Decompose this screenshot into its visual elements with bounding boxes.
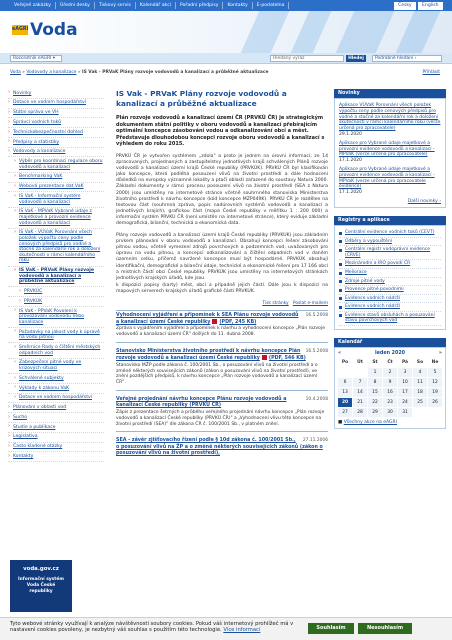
registry-item xyxy=(339,295,441,304)
sidebar-item-link[interactable]: Požadavky na jakost vody k úpravě na vodu pitnou xyxy=(19,329,100,341)
body-paragraph: Plány rozvoje vodovodů a kanalizací území krajů České republiky (PRVKÚK) jsou základním prvkem plánování v oboru vodovodů a kanalizací. Obsahují koncepci řešení zásobování pitnou vodou, včetně vymezení zdrojů povrchových a podzemních vod, uvažovaných pro úpravu na vodu pitnou, a koncepci odkanalizování a čištění odpadních vod v daném územním celku, přičemž navržené koncepce musí být hospodárné. PRVKÚK obsahují identifikační, demografické a bilanční údaje, technické a ekonomické řešení pro 17 166 obcí a místních částí obcí České republiky. PRVKÚK jsou umístěny na internetových stránkách jednotlivých krajských úřadů, kde jsou xyxy=(116,233,328,281)
sidebar-item xyxy=(8,109,104,119)
registry-link[interactable]: Evidence vodních nádrží xyxy=(345,304,400,310)
sidebar-item-link[interactable]: Dotace ve vodním hospodářství xyxy=(13,100,86,106)
sidebar-item xyxy=(8,374,104,384)
calendar-day[interactable]: 24 xyxy=(398,398,412,407)
calendar-next-button[interactable]: » xyxy=(438,351,442,357)
registry-link[interactable]: Mezinárodní a IRO povodí ČR xyxy=(345,261,411,267)
sidebar-item xyxy=(8,343,104,358)
right-column xyxy=(334,89,446,429)
sidebar-item-link[interactable]: IS VaK - PRVaK Plány rozvoje vodovodů a kanalizací a průběžné aktualizace xyxy=(19,268,94,285)
calendar-day[interactable]: 5 xyxy=(428,368,442,377)
sidebar-item-link[interactable]: Státní správa ve VH xyxy=(13,110,59,116)
sidebar-item-link[interactable]: Technickobezpečnostní dohled xyxy=(13,129,83,135)
sidebar-item-link[interactable]: Zabezpečení pitné vody ve krizových situací xyxy=(19,360,82,371)
rozcestnik-label: Rozcestník eAGRI xyxy=(13,56,52,61)
calendar-day[interactable]: 11 xyxy=(413,378,427,387)
search-bar xyxy=(0,53,452,64)
news-date: 10.4.2008 xyxy=(305,397,328,403)
sidebar-item xyxy=(8,192,104,207)
news-header xyxy=(116,438,328,457)
registry-link[interactable]: Centrální evidence vodních toků (CEVT) xyxy=(345,229,435,235)
novinka-item xyxy=(339,141,441,164)
calendar-month: leden 2020 xyxy=(374,351,406,357)
main-content xyxy=(116,89,328,463)
registry-item xyxy=(339,260,441,269)
calendar-weekday: Pá xyxy=(398,358,412,367)
cookie-accept-button[interactable]: Souhlasím xyxy=(308,623,354,634)
calendar-day[interactable]: 20 xyxy=(338,398,352,407)
sidebar-item xyxy=(8,423,104,433)
calendar xyxy=(334,347,446,429)
site-title[interactable]: Voda xyxy=(30,20,78,40)
sidebar-item xyxy=(8,157,104,172)
calendar-day[interactable]: 29 xyxy=(368,408,382,417)
print-page-link[interactable]: Tisk stránky xyxy=(262,301,289,307)
sidebar-item xyxy=(8,173,104,183)
cookie-more-info-link[interactable]: Více informací xyxy=(223,627,261,634)
sidebar-item-link[interactable]: Novinky xyxy=(13,90,32,96)
calendar-header: Kalendář xyxy=(334,338,446,347)
breadcrumb-voda[interactable]: Voda xyxy=(10,70,21,75)
sidebar-item xyxy=(8,443,104,453)
sidebar-item xyxy=(8,328,104,343)
sidebar-item-link[interactable]: Webová prezentace dat VaK xyxy=(19,184,84,190)
registry-link[interactable]: Evidence vodních nádrží xyxy=(345,295,400,301)
calendar-day[interactable]: 14 xyxy=(353,388,367,397)
calendar-day[interactable]: 30 xyxy=(383,408,397,417)
more-news-link[interactable]: Další novinky › xyxy=(407,198,441,204)
sidebar-item-link[interactable]: PRVKÚC xyxy=(24,289,43,295)
news-item xyxy=(116,349,328,391)
sidebar-item xyxy=(8,208,104,229)
sidebar-item xyxy=(8,403,104,413)
sidebar-item xyxy=(8,138,104,148)
sidebar-item xyxy=(8,89,104,99)
calendar-day[interactable]: 28 xyxy=(353,408,367,417)
send-email-link[interactable]: Poslat e-mailem xyxy=(292,301,328,307)
calendar-day[interactable]: 7 xyxy=(353,378,367,387)
calendar-day[interactable]: 23 xyxy=(383,398,397,407)
registry-item xyxy=(339,286,441,295)
advanced-search-label: Podrobné hledání xyxy=(375,56,414,61)
banner-line: voda.gov.cz xyxy=(23,566,59,572)
eagri-logo[interactable]: eAGRI xyxy=(12,25,28,35)
news-date: 16.5.2008 xyxy=(305,349,328,355)
registry-link[interactable]: Meliorace xyxy=(345,269,367,275)
cookie-decline-button[interactable]: Nesouhlasím xyxy=(358,623,412,634)
sidebar-item xyxy=(8,307,104,328)
sidebar-item xyxy=(8,118,104,128)
calendar-weekday: Čt xyxy=(383,358,397,367)
calendar-day[interactable]: 10 xyxy=(398,378,412,387)
divider xyxy=(116,431,328,432)
calendar-day[interactable]: 21 xyxy=(353,398,367,407)
registry-box xyxy=(334,225,446,330)
pdf-icon xyxy=(262,355,267,360)
news-header xyxy=(116,397,328,409)
lang-english-button[interactable]: English xyxy=(418,2,443,10)
sidebar-item-link[interactable]: IS VaK - Informační systém vodovodů a kanalizací xyxy=(19,194,81,205)
topnav-item[interactable]: Kalendář akcí xyxy=(136,2,176,9)
topnav-item[interactable]: Pořadní předpisy xyxy=(176,2,223,9)
breadcrumb-sep: » xyxy=(77,70,81,75)
sidebar-item-link[interactable]: Sucho xyxy=(13,414,28,420)
topnav-item[interactable]: E-podatelna xyxy=(253,2,290,9)
calendar-prev-button[interactable]: « xyxy=(338,351,342,357)
topnav-item[interactable]: Tiskový servis xyxy=(95,2,136,9)
breadcrumb-vak[interactable]: Vodovody a kanalizace xyxy=(26,70,77,75)
sidebar-item-link[interactable]: Výklady k zákonu VaK xyxy=(19,385,70,391)
breadcrumb xyxy=(10,70,390,75)
voda-gov-banner[interactable] xyxy=(10,560,72,612)
registry-item xyxy=(339,303,441,312)
breadcrumb-current: IS Vak - PRVaK Plány rozvoje vodovodů a kanalizací a průběžné aktualizace xyxy=(81,70,269,75)
calendar-day[interactable]: 15 xyxy=(368,388,382,397)
novinka-link[interactable]: Aplikace VÚVaK Porovnání všech položek výpočtu ceny podle cenových předpisů pro vodné a stočné za kalendářní rok a doložení skutečností v rámci kalendářního roku (verze určená pro zpracovatele) xyxy=(339,103,441,132)
sidebar-item-link[interactable]: Studie a publikace xyxy=(13,424,56,430)
sidebar-item-link[interactable]: IS VaK - VÚVaK Porovnání všech položek výpočtu ceny podle cenových předpisů pro vodné a stočné za kalendářní rok a doložení skutečnosti v rámci kalendářního roku xyxy=(19,230,101,264)
calendar-day[interactable]: 25 xyxy=(413,398,427,407)
sidebar-item xyxy=(8,359,104,374)
calendar-day[interactable]: 18 xyxy=(413,388,427,397)
news-date: 27.11.2006 xyxy=(302,438,328,444)
news-header xyxy=(116,313,328,326)
calendar-day[interactable]: 8 xyxy=(368,378,382,387)
novinka-item xyxy=(339,167,441,196)
cookie-bar xyxy=(0,617,452,640)
registry-link[interactable]: Provence pitné povodními xyxy=(345,287,404,293)
novinka-link[interactable]: Aplikace pro Vybrané údaje majetkové a provozní evidence vodovodů a kanalizací - MPVaK (verze určená pro zpracovatele evidence) xyxy=(339,166,435,190)
sidebar-item-link[interactable]: PRVKÚK xyxy=(24,298,43,304)
sidebar-item xyxy=(8,99,104,109)
sidebar-item-link[interactable]: Benchmarking VaK xyxy=(19,174,63,180)
news-header xyxy=(116,349,328,362)
sidebar-item xyxy=(8,148,104,158)
sidebar-item-link[interactable]: Kontakty xyxy=(13,453,34,459)
sidebar-item-link[interactable]: Výběr pro koordinaci regulace oboru vodovodů a kanalizací xyxy=(19,159,103,170)
news-file-size[interactable]: (PDF, 546 KB) xyxy=(268,356,306,362)
news-text: Stanovisko MŽP podle zákona č. 100/2001 Sb., o posuzování vlivů na životní prostředí a o změně některých souvisejících zákonů (zákon o posuzování vlivů na životní prostředí), ve znění pozdějších předpisů, k návrhu koncepce „Plán rozvoje vodovodů a kanalizací území ČR". xyxy=(116,362,318,386)
registry-item xyxy=(339,229,441,238)
registry-item xyxy=(339,238,441,247)
calendar-weekday: Út xyxy=(353,358,367,367)
search-button[interactable]: Hledej xyxy=(346,55,366,62)
news-list xyxy=(116,313,328,457)
sidebar-item xyxy=(8,297,104,307)
novinka-link[interactable]: Aplikace pro Vybrané údaje majetkové a provozní evidence vodovodů a kanalizací - MPVaK (verze určená pro zpracovatele) xyxy=(339,140,435,158)
topnav-item[interactable]: Veřejné zakázky xyxy=(10,2,56,9)
sidebar-item xyxy=(8,287,104,297)
calendar-day[interactable]: 27 xyxy=(338,408,352,417)
topnav-item[interactable]: Kontakty xyxy=(223,2,252,9)
login-link[interactable]: Přihlásit xyxy=(422,70,440,75)
sidebar-item xyxy=(8,433,104,443)
lead-paragraph: Plán rozvoje vodovodů a kanalizací území ČR (PRVKÚ ČR) je strategickým dokumentem státní politiky v oboru vodovodů a kanalizací přebírajícím optimální koncepce zásobování vodou a odkanalizování obcí a měst. Představuje dlouhodobou koncepci rozvoje oboru vodovodů a kanalizací s výhledem do roku 2015. xyxy=(116,115,325,148)
calendar-day[interactable]: 3 xyxy=(398,368,412,377)
banner-line: Informační systém xyxy=(18,577,64,582)
sidebar-item xyxy=(8,229,104,267)
top-navigation xyxy=(0,0,452,11)
registry-header: Registry a aplikace xyxy=(334,216,446,225)
registry-link[interactable]: Odběry a vypouštění xyxy=(345,238,392,244)
novinky-header: Novinky xyxy=(334,89,446,98)
registry-link[interactable]: Zdroje pitné vody xyxy=(345,278,385,284)
sidebar-item xyxy=(8,413,104,423)
calendar-day[interactable]: 16 xyxy=(383,388,397,397)
registry-item xyxy=(339,269,441,278)
calendar-day[interactable]: 1 xyxy=(368,368,382,377)
sidebar-item-link[interactable]: Vodovody a kanalizace xyxy=(13,149,66,155)
calendar-day[interactable]: 31 xyxy=(398,408,412,417)
all-events-link[interactable]: Všechny akce na eAGRI xyxy=(343,420,397,426)
calendar-day[interactable]: 4 xyxy=(413,368,427,377)
divider xyxy=(116,310,328,311)
calendar-day[interactable]: 19 xyxy=(428,388,442,397)
calendar-grid xyxy=(338,358,442,417)
news-item xyxy=(116,397,328,432)
cookie-message: Tyto webové stránky využívají k analýze návštěvnosti soubory cookies. Pokud váš internetový prohlížeč má v nastavení cookies povoleny, je nezbytný váš souhlas s použitím této technologie. xyxy=(10,621,294,634)
banner-line: Voda České xyxy=(26,583,56,588)
sidebar-item xyxy=(8,267,104,288)
calendar-empty-cell xyxy=(338,368,352,377)
sidebar-item xyxy=(8,394,104,404)
sidebar-item-link[interactable]: Schválené subjekty xyxy=(19,375,64,381)
calendar-day[interactable]: 9 xyxy=(383,378,397,387)
calendar-weekday: St xyxy=(368,358,382,367)
sidebar-item-link[interactable]: Často kladené otázky xyxy=(13,444,63,450)
calendar-weekday: Ne xyxy=(428,358,442,367)
sidebar-item-link[interactable]: Směrnice Rady o čištění městských odpadních vod xyxy=(19,344,101,356)
rozcestnik-dropdown[interactable] xyxy=(10,55,62,62)
advanced-search-link[interactable] xyxy=(372,55,442,62)
chevron-right-icon: › xyxy=(414,56,417,61)
sidebar-item-link[interactable]: Legislativa xyxy=(13,434,38,440)
news-text: Zpráva s vyjádřením vyjádření a připomínek k návrhu a vyhodnocení koncepce „Plán rozvoje vodovodů a kanalizací území ČR" došlých do 11. dubna 2008. xyxy=(116,326,325,338)
registry-item xyxy=(339,246,441,260)
novinka-date: 17.1.2020 xyxy=(339,190,362,196)
divider xyxy=(116,342,328,343)
chevron-down-icon: ▾ xyxy=(52,56,55,61)
sidebar-item xyxy=(8,183,104,193)
bullet-icon: ■ xyxy=(338,420,343,426)
registry-item xyxy=(339,278,441,287)
registry-item xyxy=(339,312,441,326)
news-item xyxy=(116,438,328,457)
novinka-item xyxy=(339,103,441,138)
calendar-day[interactable]: 6 xyxy=(338,378,352,387)
sidebar-item-link[interactable]: IS VaK - MPVaK Vybrané údaje z majetkové a provozní evidence vodovodů a kanalizací xyxy=(19,209,92,226)
sidebar-item xyxy=(8,384,104,394)
calendar-day[interactable]: 22 xyxy=(368,398,382,407)
sidebar-item-link[interactable]: IS VaK - PPVaK Povolení k provozování vodovodu nebo kanalizace xyxy=(19,308,84,325)
news-item xyxy=(116,313,328,343)
calendar-day[interactable]: 17 xyxy=(398,388,412,397)
cookie-text xyxy=(10,621,302,634)
novinka-date: 17.1.2020 xyxy=(339,158,362,164)
left-navigation xyxy=(8,89,104,462)
calendar-empty-cell xyxy=(353,368,367,377)
news-title-link[interactable]: Vyhodnocení vyjádření a připomínek k SEA Plánu rozvoje vodovodů a kanalizací území České republiky xyxy=(116,313,299,326)
breadcrumb-sep: » xyxy=(22,70,25,75)
page-tools xyxy=(116,301,328,306)
calendar-weekday: Po xyxy=(338,358,352,367)
calendar-weekday: So xyxy=(413,358,427,367)
pdf-icon xyxy=(212,319,217,324)
news-title-link[interactable]: SEA - závěr zjišťovacího řízení podle § 10d zákona č. 100/2001 Sb., o posuzování vlivů na ŽP a o změně některých souvisejících zákonů (zákon o posuzování vlivů na životní prostředí), xyxy=(116,438,323,456)
news-title-link[interactable]: Stanovisko Ministerstva životního prostředí k návrhu koncepce Plán rozvoje vodovodů a kanalizací území České republiky xyxy=(116,349,301,362)
calendar-day[interactable]: 2 xyxy=(383,368,397,377)
topnav-item[interactable]: Úřední desky xyxy=(56,2,95,9)
news-text: Zápis z prezentace šetrných a průběhu veřejného projednání návrhu koncepce „Plán rozvoje vodovodů a kanalizací České republiky (PRVKÚ ČR)" a „Vyhodnocení vlivu této koncepce na životní prostředí (SEA)" dle zákona ČR č. 100/2001 Sb., v platném znění. xyxy=(116,409,325,427)
body-paragraph: k dispozici popisy (karty) měst, obcí a připadně jejich částí. Dále jsou k dispozici na mapových serverech krajských úřadů grafické části PRVKÚK. xyxy=(116,282,328,294)
news-date: 16.5.2008 xyxy=(305,313,328,319)
registry-link[interactable]: Centrální registr vodoprávní evidence (CRVE) xyxy=(345,247,431,258)
news-file-size[interactable]: (PDF, 245 KB) xyxy=(219,320,257,326)
calendar-day[interactable]: 26 xyxy=(428,398,442,407)
calendar-day[interactable]: 13 xyxy=(338,388,352,397)
novinka-date: 29.1.2020 xyxy=(339,131,362,137)
page-title: IS Vak - PRVaK Plány rozvoje vodovodů a kanalizací a průběžné aktualizace xyxy=(116,89,287,108)
site-header xyxy=(0,11,452,53)
body-paragraph: PRVKÚ ČR je vytvořen systémem „zdola" a proto je jedním na úrovni informací, ze 14 zpracovaných, projednaných a zastupitelstvy jednotlivých krajů schválených Plánů rozvoje vodovodů a kanalizací území krajů České republiky (PRVKÚK). PRVKÚ ČR byl klasifikován jako koncepce, která podléhá posouzení vlivů na životní prostředí a dále hodnocení důsledků na evropsky významné lokality a ptačí oblasti zařazené do soustavy Natura 2000. Základní dokumenty v rámci procesu posouzení vlivů na životní prostředí (SEA z Natura 2000) jsou umístěny na internetové stránce včetně souhrnného stanoviska Ministerstva životního prostředí k návrhu koncepce (kód koncepce MZP049K). PRVKÚ ČR je rozdělen na textovou část (souhrnná zpráva, popis nadúrovních systémů vodovodů a kanalizací a jednotlivých krajích), grafickou část (mapa České republiky v měřítku 1 : 200 000) a informační systém PRVKÚ ČR (není umístěn na internetové stránce), který eviduje základní demografická, bilanční, technická a ekonomická data. xyxy=(116,153,328,226)
novinky-box xyxy=(334,98,446,208)
sidebar-item-link[interactable]: Plánování v oblasti vod xyxy=(13,405,67,411)
banner-line: republiky xyxy=(29,589,53,594)
calendar-empty-cell xyxy=(428,408,442,417)
search-input[interactable]: Hledaný výraz xyxy=(270,55,344,62)
sidebar-item-link[interactable]: Předpisy a statistiky xyxy=(13,139,60,145)
sidebar-item xyxy=(8,128,104,138)
sidebar-item-link[interactable]: Správci vodních toků xyxy=(13,119,62,125)
sidebar-item xyxy=(8,452,104,462)
calendar-day[interactable]: 12 xyxy=(428,378,442,387)
sidebar-item-link[interactable]: Dotace ve vodním hospodářství xyxy=(19,395,92,401)
news-title-link[interactable]: Veřejné projednání návrhu koncepce Plánu rozvoje vodovodů a kanalizací České republiky (PRVKÚ ČR) xyxy=(116,397,287,409)
registry-link[interactable]: Evidence stavů obsluhách a posuzování stavu povrchových vod xyxy=(345,312,435,324)
divider xyxy=(116,390,328,391)
calendar-empty-cell xyxy=(413,408,427,417)
lang-czech-button[interactable]: Česky xyxy=(394,2,416,10)
